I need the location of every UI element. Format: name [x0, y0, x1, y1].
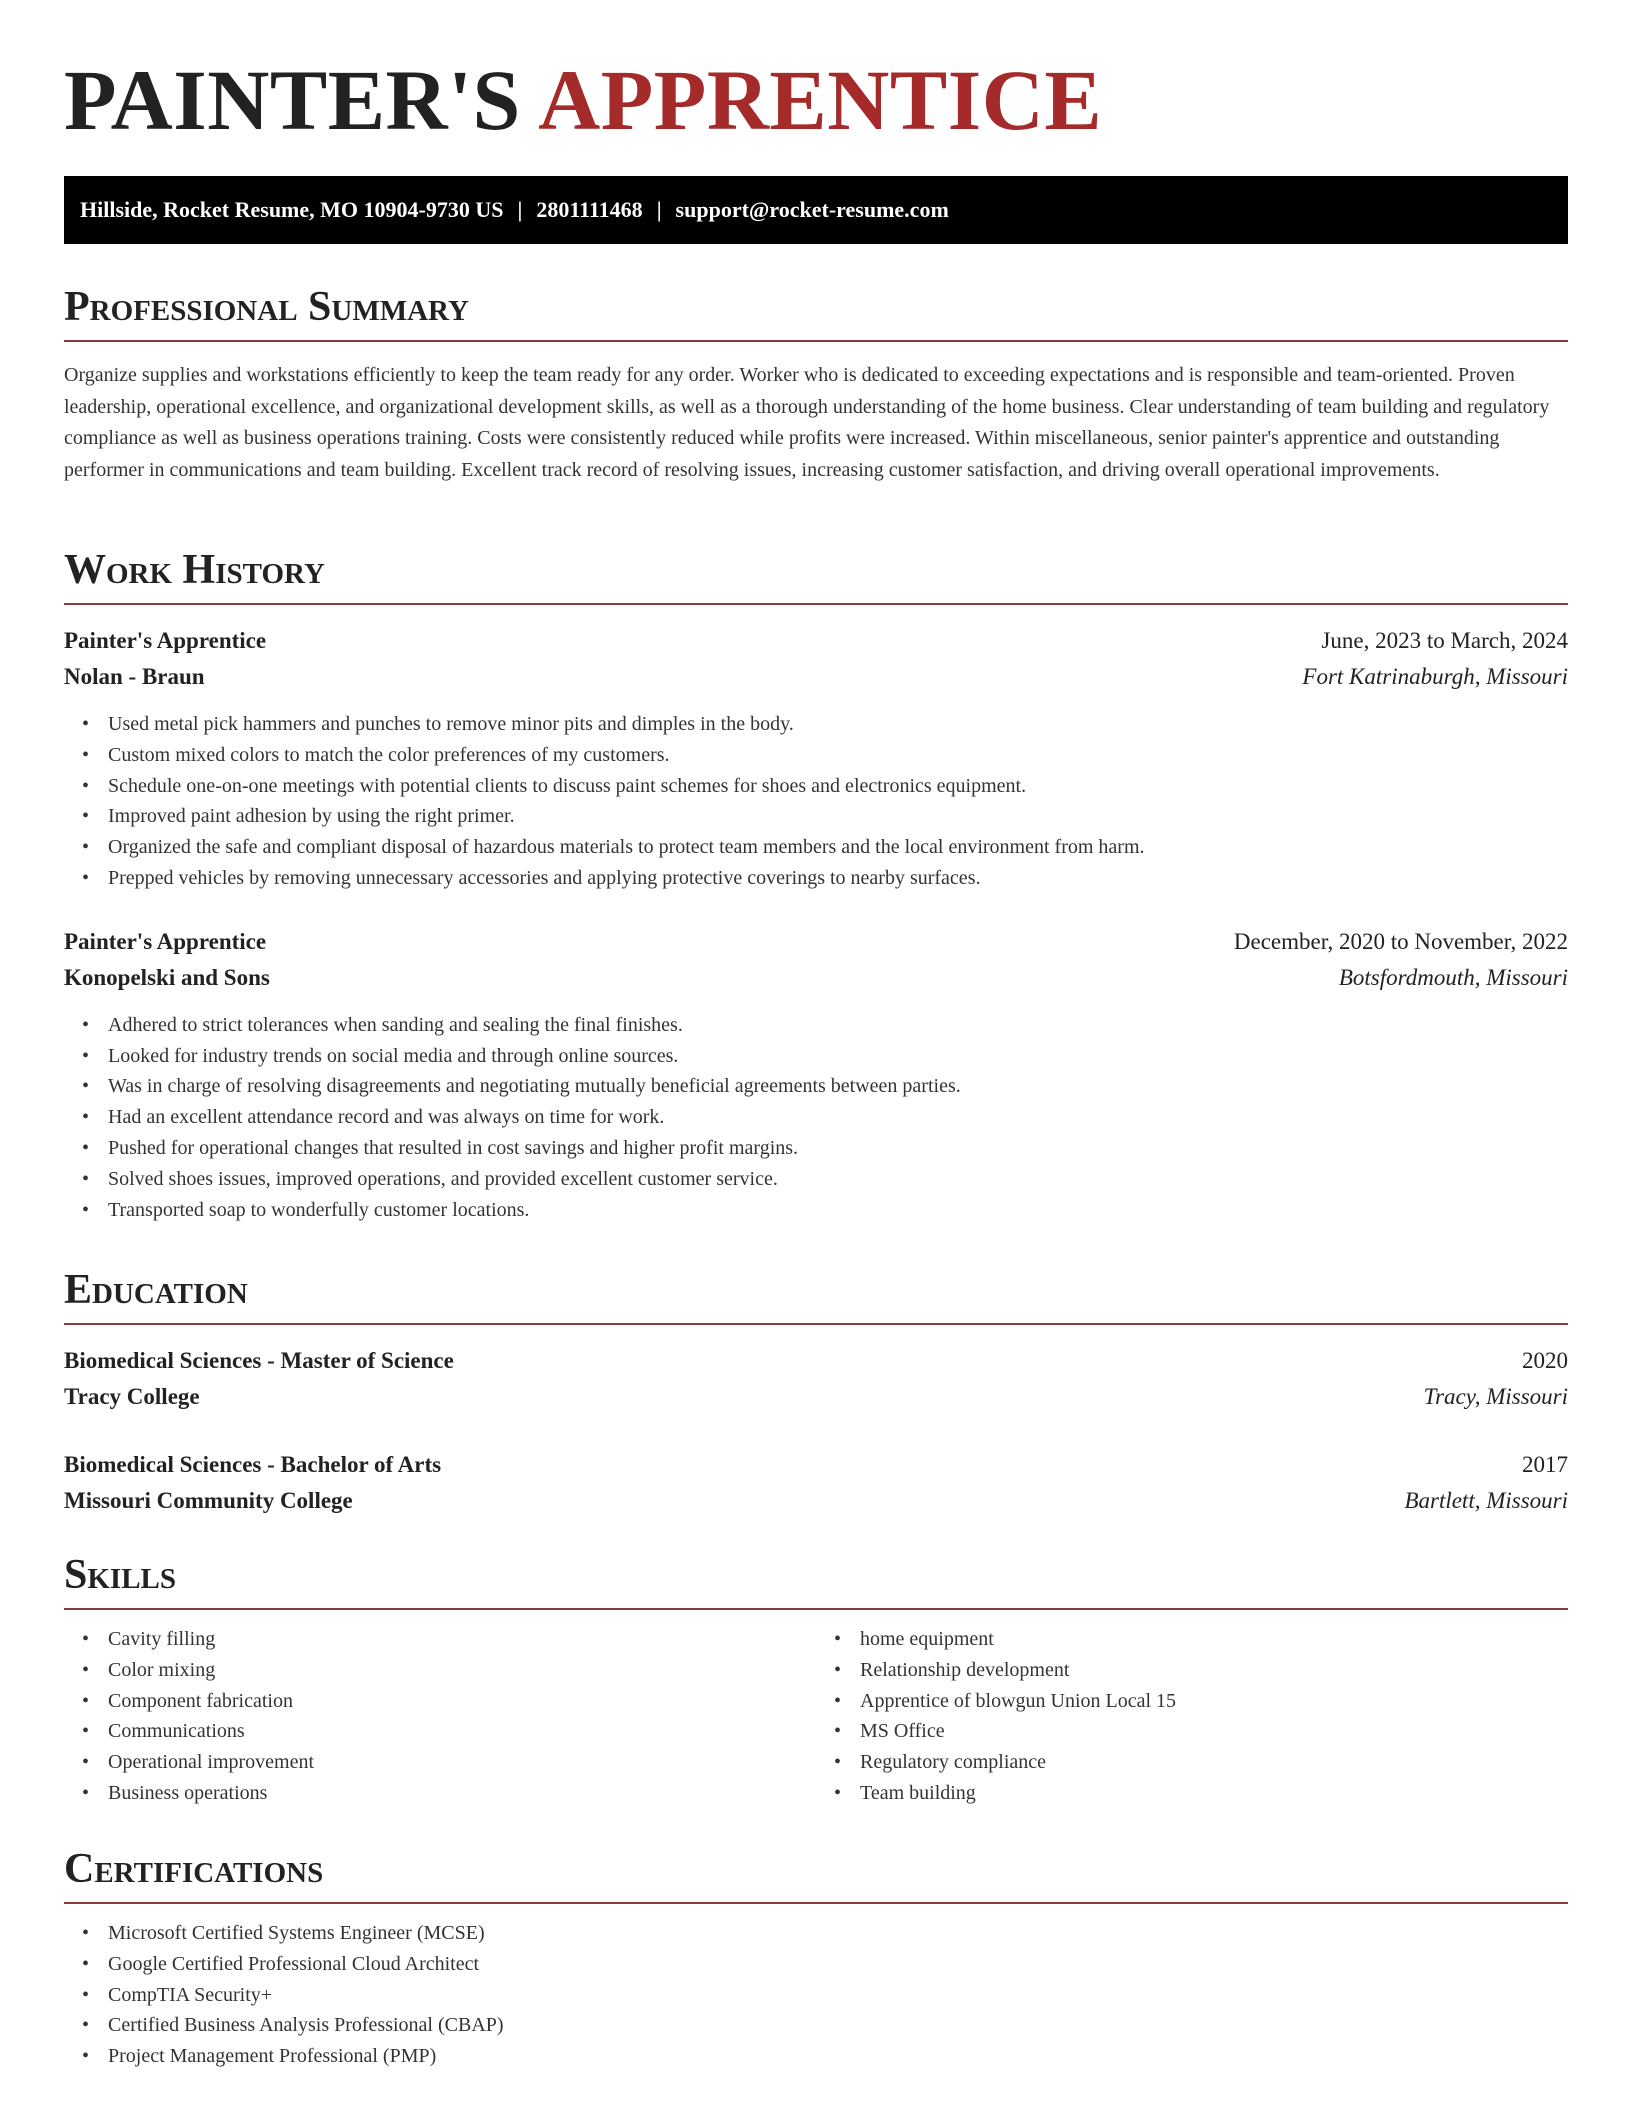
job-location: Fort Katrinaburgh, Missouri — [1302, 664, 1568, 689]
contact-address: Hillside, Rocket Resume, MO 10904-9730 US — [80, 197, 504, 222]
skill-item: • MS Office — [860, 1716, 1568, 1747]
education-school: Missouri Community College — [64, 1488, 353, 1513]
education-school-row — [64, 1379, 1568, 1415]
summary-section — [64, 280, 1568, 486]
job-bullet: • Schedule one-on-one meetings with potential clients to discuss paint schemes for shoes and electronics equipment. — [108, 771, 1568, 802]
job-company: Konopelski and Sons — [64, 964, 270, 990]
skill-item: • Relationship development — [860, 1655, 1568, 1686]
skill-item: • home equipment — [860, 1624, 1568, 1655]
contact-separator: | — [517, 197, 523, 222]
skill-item: • Communications — [108, 1716, 816, 1747]
skill-item: • Color mixing — [108, 1655, 816, 1686]
job-dates: December, 2020 to November, 2022 — [1233, 928, 1568, 954]
education-degree: Biomedical Sciences - Master of Science — [64, 1348, 454, 1373]
contact-bar — [64, 176, 1568, 244]
certifications-heading: Certifications — [64, 1842, 1568, 1904]
education-header-row — [64, 1343, 1568, 1379]
job-bullet: • Organized the safe and compliant disposal of hazardous materials to protect team members and the local environment from harm. — [108, 832, 1568, 863]
job-bullet: • Used metal pick hammers and punches to remove minor pits and dimples in the body. — [108, 709, 1568, 740]
job-bullet: • Had an excellent attendance record and was always on time for work. — [108, 1102, 1568, 1133]
job-bullet: • Pushed for operational changes that resulted in cost savings and higher profit margins. — [108, 1133, 1568, 1164]
job-title: Painter's Apprentice — [64, 928, 267, 954]
job-company: Nolan - Braun — [64, 664, 205, 689]
summary-heading: Professional Summary — [64, 280, 1568, 342]
job-bullet: • Adhered to strict tolerances when sanding and sealing the final finishes. — [108, 1010, 1568, 1041]
skill-item: • Cavity filling — [108, 1624, 816, 1655]
education-location: Bartlett, Missouri — [1404, 1488, 1568, 1513]
job-bullet: • Custom mixed colors to match the color preferences of my customers. — [108, 740, 1568, 771]
job-entry — [64, 623, 1568, 894]
job-company-row — [64, 960, 1568, 996]
job-bullet: • Looked for industry trends on social media and through online sources. — [108, 1041, 1568, 1072]
job-location: Botsfordmouth, Missouri — [1338, 964, 1568, 990]
skills-section — [64, 1548, 1568, 1809]
certification-item: • Microsoft Certified Systems Engineer (MCSE) — [108, 1918, 1568, 1949]
job-entry — [64, 924, 1568, 1226]
job-company-row — [64, 659, 1568, 695]
job-bullet: • Transported soap to wonderfully customer locations. — [108, 1195, 1568, 1226]
job-title: Painter's Apprentice — [64, 628, 267, 653]
education-entry — [64, 1343, 1568, 1415]
title-accent: APPRENTICE — [538, 52, 1103, 148]
certifications-list — [64, 1918, 1568, 2072]
work-history-section — [64, 543, 1568, 1225]
skills-heading: Skills — [64, 1548, 1568, 1610]
skill-item: • Apprentice of blowgun Union Local 15 — [860, 1686, 1568, 1717]
job-bullets — [64, 709, 1568, 894]
education-school: Tracy College — [64, 1384, 200, 1409]
job-dates: June, 2023 to March, 2024 — [1321, 628, 1568, 653]
job-bullet: • Solved shoes issues, improved operations, and provided excellent customer service. — [108, 1164, 1568, 1195]
contact-email: support@rocket-resume.com — [675, 197, 949, 222]
education-header-row — [64, 1447, 1568, 1483]
skills-list-left — [64, 1624, 816, 1809]
resume-title — [64, 0, 1568, 148]
certification-item: • Project Management Professional (PMP) — [108, 2041, 1568, 2072]
skill-item: • Component fabrication — [108, 1686, 816, 1717]
skill-item: • Team building — [860, 1778, 1568, 1809]
education-year: 2017 — [1522, 1452, 1568, 1477]
resume-page — [64, 0, 1568, 2068]
skill-item: • Operational improvement — [108, 1747, 816, 1778]
education-heading: Education — [64, 1263, 1568, 1325]
job-bullet: • Improved paint adhesion by using the right primer. — [108, 801, 1568, 832]
contact-separator: | — [656, 197, 662, 222]
education-school-row — [64, 1483, 1568, 1519]
certification-item: • CompTIA Security+ — [108, 1980, 1568, 2011]
job-header-row — [64, 924, 1568, 960]
job-bullet: • Prepped vehicles by removing unnecessary accessories and applying protective coverings to nearby surfaces. — [108, 863, 1568, 894]
education-location: Tracy, Missouri — [1423, 1384, 1568, 1409]
job-bullet: • Was in charge of resolving disagreements and negotiating mutually beneficial agreements between parties. — [108, 1071, 1568, 1102]
job-header-row — [64, 623, 1568, 659]
skills-list-right — [816, 1624, 1568, 1809]
job-bullets — [64, 1010, 1568, 1226]
contact-phone: 2801111468 — [536, 197, 643, 222]
title-main: PAINTER'S — [64, 52, 521, 148]
education-year: 2020 — [1522, 1348, 1568, 1373]
certification-item: • Certified Business Analysis Professional (CBAP) — [108, 2010, 1568, 2041]
education-section — [64, 1263, 1568, 1519]
certifications-section — [64, 1842, 1568, 2072]
education-degree: Biomedical Sciences - Bachelor of Arts — [64, 1452, 442, 1477]
summary-text: Organize supplies and workstations efficiently to keep the team ready for any order. Worker who is dedicated to exceeding expectations and is responsible and team-oriented. Proven leadership, operational excellence, and organizational development skills, as well as a thorough understanding of the home business. Clear understanding of team building and regulatory compliance as well as business operations training. Costs were consistently reduced while profits were increased. Within miscellaneous, senior painter's apprentice and outstanding performer in communications and team building. Excellent track record of resolving issues, increasing customer satisfaction, and driving overall operational improvements. — [64, 364, 1550, 481]
certification-item: • Google Certified Professional Cloud Architect — [108, 1949, 1568, 1980]
skills-columns — [64, 1624, 1568, 1809]
skill-item: • Regulatory compliance — [860, 1747, 1568, 1778]
skill-item: • Business operations — [108, 1778, 816, 1809]
education-entry — [64, 1447, 1568, 1519]
work-history-heading: Work History — [64, 543, 1568, 605]
